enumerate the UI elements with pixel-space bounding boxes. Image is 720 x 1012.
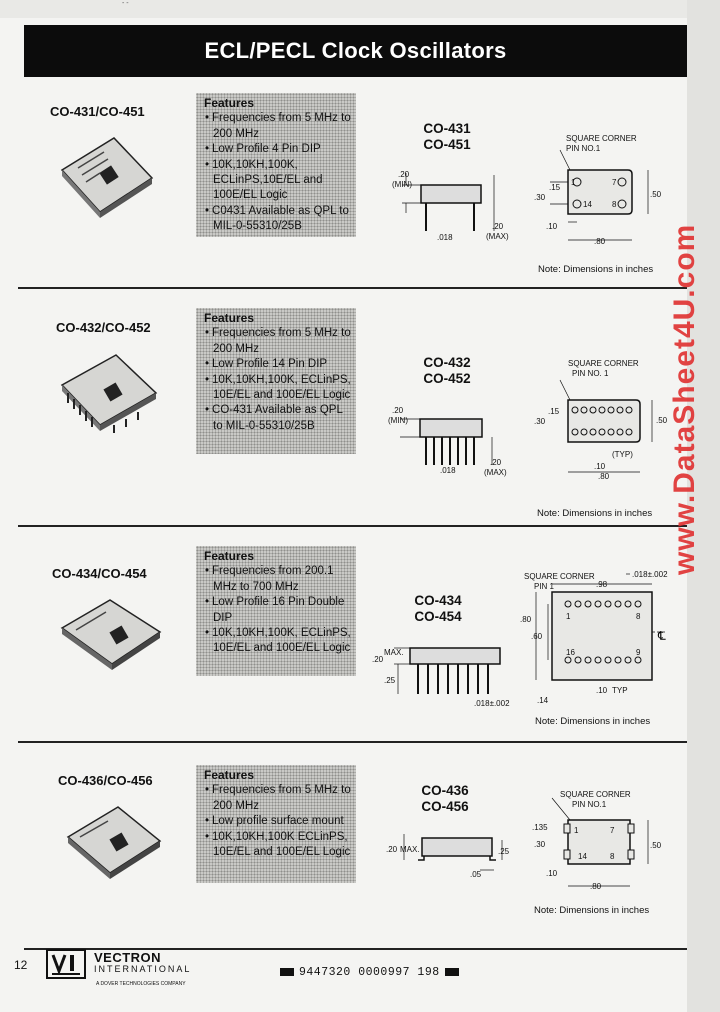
- part-number: CO-452: [423, 371, 471, 386]
- pin-label: 9: [636, 648, 641, 657]
- page-number: 12: [14, 958, 28, 972]
- dimensions-note: Note: Dimensions in inches: [534, 905, 650, 916]
- pin-label: 8: [610, 852, 615, 861]
- features-heading: Features: [204, 311, 255, 325]
- dim-label: .14: [537, 696, 549, 705]
- dim-label: .20: [372, 655, 384, 664]
- part-number: CO-434: [414, 593, 462, 608]
- dimensions-note: Note: Dimensions in inches: [538, 264, 654, 275]
- feature-item: • Frequencies from 5 MHz to 200 MHz: [204, 326, 352, 357]
- pin-label: 14: [583, 200, 592, 209]
- dim-label: .25: [384, 676, 396, 685]
- section-divider: [18, 287, 687, 289]
- features-box: [196, 308, 356, 454]
- dim-label: .15: [549, 183, 561, 192]
- model-title: CO-431/CO-451: [50, 104, 145, 119]
- dim-label: .05: [470, 870, 482, 879]
- dim-label: .20: [490, 458, 502, 467]
- dim-label: (MIN): [392, 180, 412, 189]
- dim-label: .80: [594, 237, 606, 246]
- dim-label: .20: [398, 170, 410, 179]
- top-view-drawing: [530, 140, 670, 250]
- barcode-text: 9447320 0000997 198: [299, 966, 440, 979]
- pin-label: 1: [571, 178, 576, 187]
- square-corner-label: SQUARE CORNER: [560, 790, 631, 799]
- page-title: ECL/PECL Clock Oscillators: [204, 38, 507, 63]
- feature-item: • Frequencies from 200.1 MHz to 700 MHz: [204, 564, 352, 595]
- dim-label: .10: [596, 686, 608, 695]
- dim-label: .20: [386, 845, 398, 854]
- oscillator-photo: [56, 586, 164, 678]
- dim-label: .018±.002: [474, 699, 510, 708]
- barcode-line: [275, 966, 464, 979]
- dim-label: (MIN): [388, 416, 408, 425]
- part-numbers: [410, 783, 480, 815]
- barcode-block: [445, 968, 459, 976]
- dim-label: .80: [520, 615, 532, 624]
- barcode-block: [280, 968, 294, 976]
- part-number: CO-432: [423, 355, 471, 370]
- pin-label: 7: [612, 178, 617, 187]
- feature-item: • CO-431 Available as QPL to MIL-0-55310/25B: [204, 403, 352, 434]
- dim-label: .018: [440, 466, 456, 475]
- dim-label: (MAX): [486, 232, 509, 241]
- oscillator-photo: [52, 128, 160, 220]
- dim-label: (TYP): [612, 450, 633, 459]
- feature-item: • 10K,10KH,100K, ECLinPS, 10E/EL and 100E/EL Logic: [204, 373, 352, 404]
- svg-text:℄: ℄: [658, 629, 666, 643]
- features-box: [196, 765, 356, 883]
- dim-label: (MAX): [484, 468, 507, 477]
- model-title: CO-434/CO-454: [52, 566, 147, 581]
- features-heading: Features: [204, 96, 255, 110]
- vectron-logo-icon: [46, 949, 86, 979]
- feature-item: • 10K,10KH,100K, ECLinPS,10E/EL and 100E/EL Logic: [204, 158, 352, 204]
- dim-label: TYP: [612, 686, 628, 695]
- dim-label: .50: [650, 190, 662, 199]
- page-top-edge: [0, 0, 720, 18]
- dimensions-note: Note: Dimensions in inches: [537, 508, 653, 519]
- pin-no-label: PIN NO. 1: [572, 369, 609, 378]
- dim-label: .20: [492, 222, 504, 231]
- pin-label: 1: [574, 826, 579, 835]
- dim-label: .10: [546, 869, 558, 878]
- part-numbers: [403, 593, 473, 625]
- pin-label: 14: [578, 852, 587, 861]
- oscillator-photo: [58, 795, 166, 887]
- dim-label: .30: [534, 840, 546, 849]
- part-number: CO-436: [421, 783, 469, 798]
- company-subtitle: INTERNATIONAL: [94, 964, 192, 974]
- pin-label: 7: [610, 826, 615, 835]
- feature-item: • 10K,10KH,100K ECLinPS, 10E/EL and 100E/EL Logic: [204, 830, 352, 861]
- title-bar: [24, 25, 687, 77]
- feature-item: • Low Profile 4 Pin DIP: [204, 142, 352, 157]
- features-box: [196, 93, 356, 237]
- oscillator-photo: [54, 345, 162, 437]
- company-name: VECTRON: [94, 950, 162, 965]
- part-numbers: [412, 121, 482, 153]
- section-divider: [18, 525, 687, 527]
- dim-label: .50: [656, 416, 668, 425]
- pin-label: 1: [566, 612, 571, 621]
- dim-label: .018: [437, 233, 453, 242]
- dim-label: .15: [548, 407, 560, 416]
- dim-label: .60: [531, 632, 543, 641]
- feature-item: • Low profile surface mount: [204, 814, 352, 829]
- part-number: CO-454: [414, 609, 462, 624]
- features-heading: Features: [204, 549, 255, 563]
- model-title: CO-432/CO-452: [56, 320, 151, 335]
- part-number: CO-431: [423, 121, 471, 136]
- dim-label: .30: [534, 417, 546, 426]
- section-divider: [18, 741, 687, 743]
- pin-no-label: PIN NO.1: [572, 800, 607, 809]
- dim-label: .135: [532, 823, 548, 832]
- dim-label: .018±.002: [632, 570, 668, 579]
- square-corner-label: SQUARE CORNER: [524, 572, 595, 581]
- model-title: CO-436/CO-456: [58, 773, 153, 788]
- pin-no-label: PIN 1: [534, 582, 555, 591]
- features-heading: Features: [204, 768, 255, 782]
- feature-item: • Frequencies from 5 MHz to 200 MHz: [204, 783, 352, 814]
- feature-item: • Low Profile 16 Pin Double DIP: [204, 595, 352, 626]
- dim-label: .80: [590, 882, 602, 891]
- dimensions-note: Note: Dimensions in inches: [535, 716, 651, 727]
- dim-label: .50: [650, 841, 662, 850]
- square-corner-label: SQUARE CORNER: [566, 134, 637, 143]
- dim-label: .10: [546, 222, 558, 231]
- dim-label: MAX.: [400, 845, 420, 854]
- square-corner-label: SQUARE CORNER: [568, 359, 639, 368]
- dim-label: .25: [498, 847, 510, 856]
- dim-label: .98: [596, 580, 608, 589]
- part-number: CO-451: [423, 137, 471, 152]
- feature-item: • Low Profile 14 Pin DIP: [204, 357, 352, 372]
- feature-item: • 10K,10KH,100K, ECLinPS, 10E/EL and 100E/EL Logic: [204, 626, 352, 657]
- part-numbers: [412, 355, 482, 387]
- top-mark: - -: [122, 0, 129, 7]
- pin-label: 16: [566, 648, 575, 657]
- pin-label: 8: [636, 612, 641, 621]
- dim-label: MAX.: [384, 648, 404, 657]
- feature-item: • Frequencies from 5 MHz to 200 MHz: [204, 111, 352, 142]
- pin-no-label: PIN NO.1: [566, 144, 601, 153]
- dim-label: .10: [594, 462, 606, 471]
- company-tagline: A DOVER TECHNOLOGIES COMPANY: [96, 981, 186, 987]
- dim-label: .20: [392, 406, 404, 415]
- part-number: CO-456: [421, 799, 469, 814]
- dim-label: .80: [598, 472, 610, 481]
- watermark: www.DataSheet4U.com: [668, 223, 701, 575]
- features-box: [196, 546, 356, 676]
- pin-label: 8: [612, 200, 617, 209]
- dim-label: .30: [534, 193, 546, 202]
- feature-item: • C0431 Available as QPL to MIL-0-55310/25B: [204, 204, 352, 235]
